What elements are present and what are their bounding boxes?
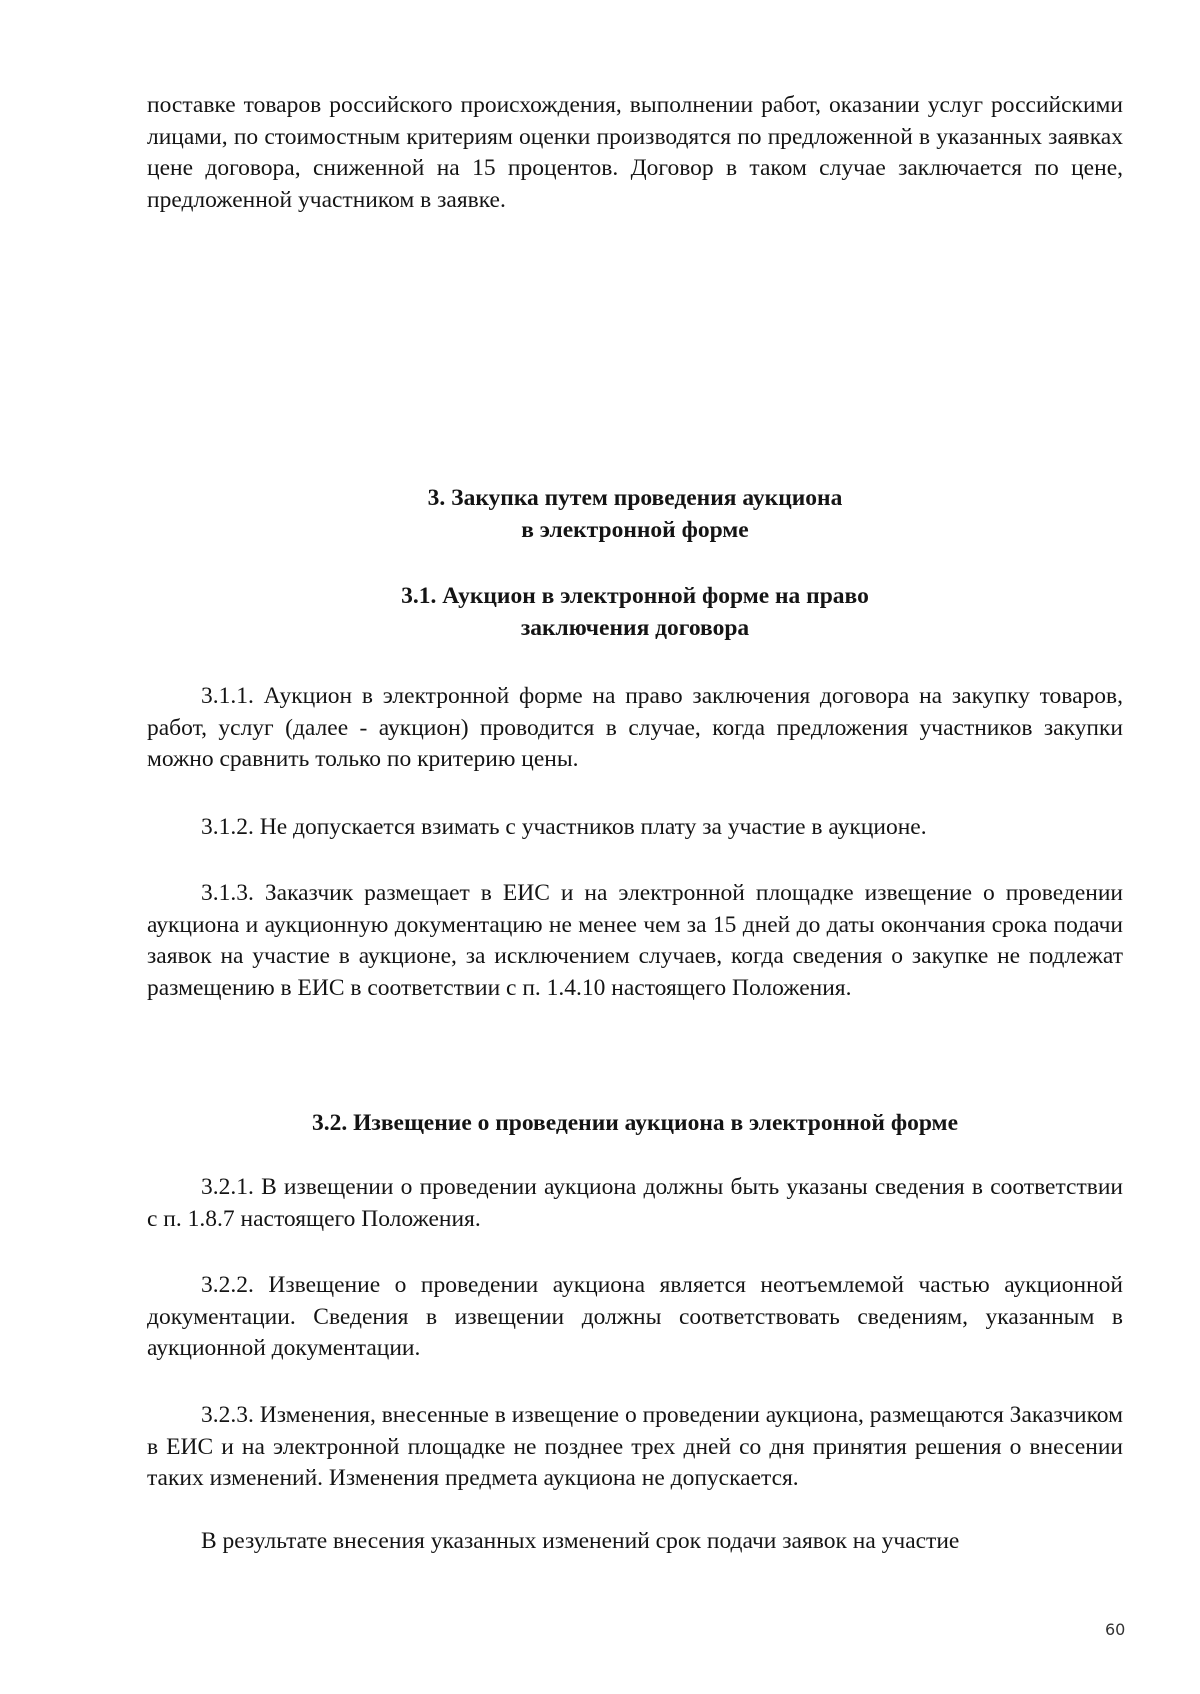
section-3-1-heading-line-2: заключения договора	[520, 615, 750, 641]
paragraph-3-2-2: 3.2.2. Извещение о проведении аукциона является неотъемлемой частью аукционной документации. Сведения в извещении должны соответствовать сведениям, указанным в аукционной документации.	[147, 1272, 1123, 1361]
section-3-heading-line-1: 3. Закупка путем проведения аукциона	[427, 485, 843, 511]
section-3-2-heading: 3.2. Извещение о проведении аукциона в электронной форме	[312, 1110, 958, 1136]
paragraph-3-2-3-continuation: В результате внесения указанных изменений срок подачи заявок на участие	[201, 1528, 960, 1554]
section-3-1-heading-line-1: 3.1. Аукцион в электронной форме на право	[401, 583, 869, 609]
paragraph-3-1-1: 3.1.1. Аукцион в электронной форме на право заключения договора на закупку товаров, работ, услуг (далее - аукцион) проводится в случае, когда предложения участников закупки можно сравнить только по критерию цены.	[147, 683, 1123, 772]
paragraph-3-1-2: 3.1.2. Не допускается взимать с участников плату за участие в аукционе.	[201, 814, 927, 840]
paragraph-3-1-3: 3.1.3. Заказчик размещает в ЕИС и на электронной площадке извещение о проведении аукциона и аукционную документацию не менее чем за 15 дней до даты окончания срока подачи заявок на участие в аукционе, за исключением случаев, когда сведения о закупке не подлежат размещению в ЕИС в соответствии с п. 1.4.10 настоящего Положения.	[147, 880, 1123, 1001]
intro-paragraph: поставке товаров российского происхождения, выполнении работ, оказании услуг российскими лицами, по стоимостным критериям оценки производятся по предложенной в указанных заявках цене договора, сниженной на 15 процентов. Договор в таком случае заключается по цене, предложенной участником в заявке.	[147, 92, 1123, 213]
paragraph-3-2-3: 3.2.3. Изменения, внесенные в извещение о проведении аукциона, размещаются Заказчиком в ЕИС и на электронной площадке не позднее трех дней со дня принятия решения о внесении таких изменений. Изменения предмета аукциона не допускается.	[147, 1402, 1123, 1491]
page-number: 60	[1105, 1620, 1126, 1639]
section-3-1-heading	[147, 580, 1123, 644]
section-3-heading-line-2: в электронной форме	[521, 517, 749, 543]
paragraph-3-2-1: 3.2.1. В извещении о проведении аукциона должны быть указаны сведения в соответствии с п. 1.8.7 настоящего Положения.	[147, 1174, 1123, 1232]
section-3-heading	[147, 482, 1123, 546]
